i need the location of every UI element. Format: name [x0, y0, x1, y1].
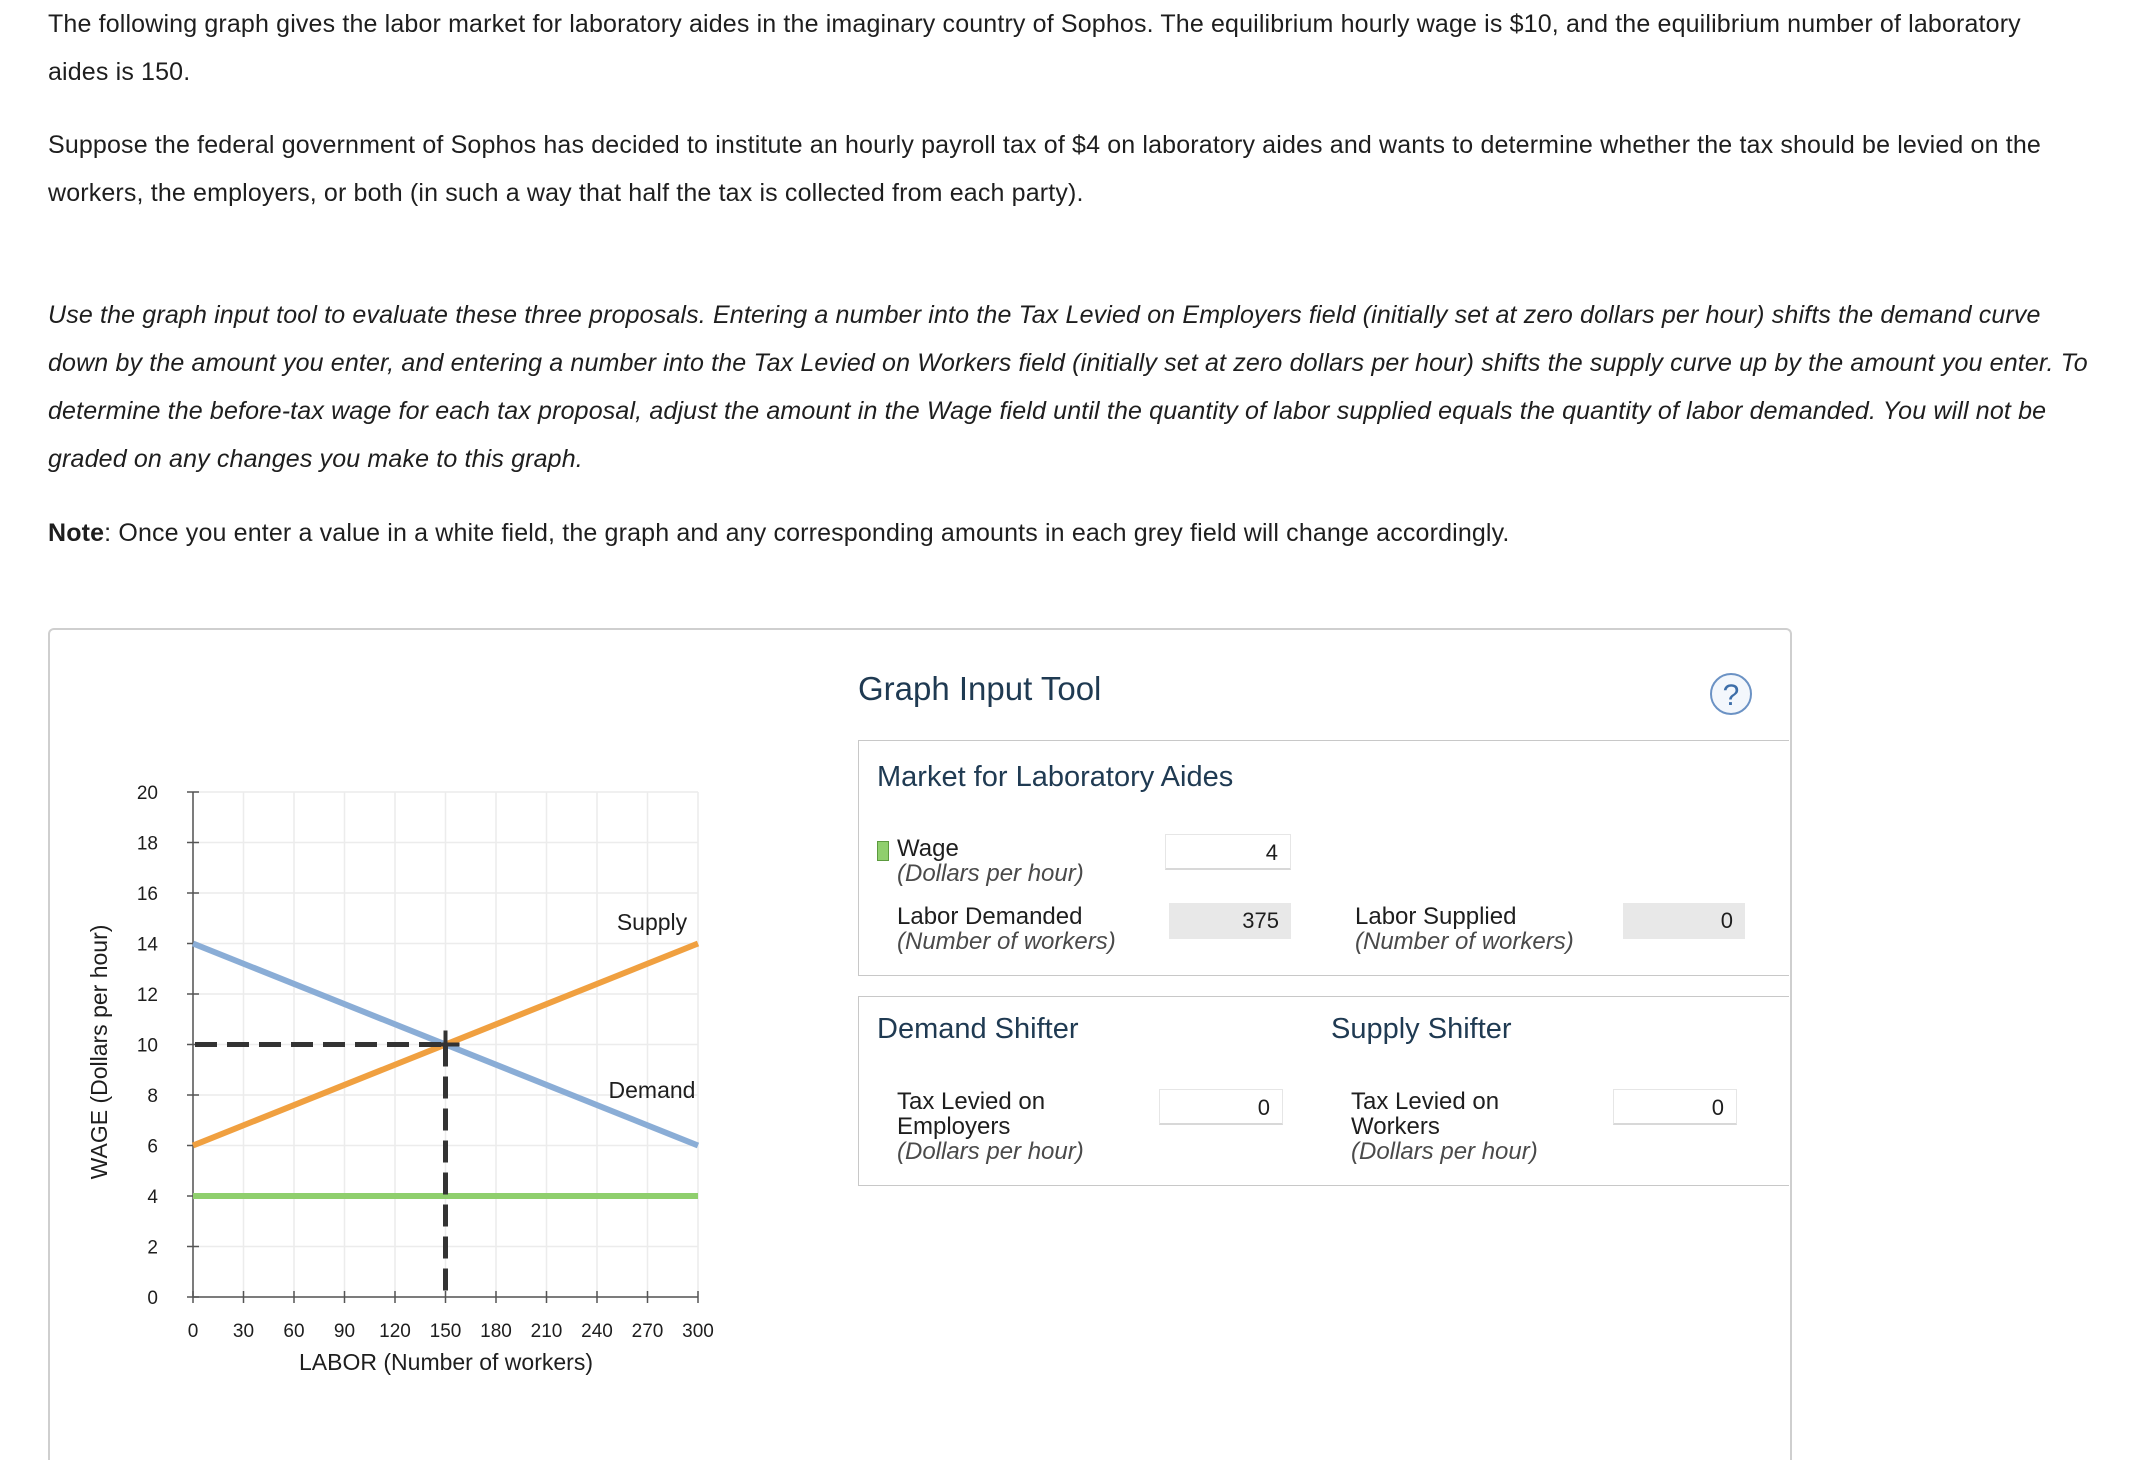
note-text: : Once you enter a value in a white field, the graph and any corresponding amounts in each grey field will change accordingly. [104, 519, 1510, 547]
x-tick-label: 240 [581, 1321, 613, 1342]
x-tick-label: 0 [187, 1321, 199, 1342]
market-title: Market for Laboratory Aides [877, 761, 1234, 793]
x-tick-label: 180 [480, 1321, 512, 1342]
worker-tax-label: Tax Levied on Workers (Dollars per hour) [1351, 1088, 1538, 1165]
y-tick-label: 0 [147, 1288, 158, 1309]
chart-axes [137, 783, 714, 1342]
y-tick-label: 20 [136, 783, 158, 804]
x-tick-label: 210 [530, 1321, 563, 1342]
y-tick-label: 18 [136, 833, 158, 855]
y-tick-label: 6 [147, 1136, 158, 1158]
wage-label: Wage (Dollars per hour) [897, 835, 1084, 887]
worker-tax-input[interactable]: 0 [1613, 1089, 1737, 1125]
x-axis-label: LABOR (Number of workers) [299, 1349, 593, 1375]
y-tick-label: 2 [147, 1237, 158, 1259]
supply-label: Supply [616, 909, 688, 935]
x-tick-label: 150 [429, 1321, 462, 1342]
shifter-section [858, 996, 1789, 1186]
y-axis-label: WAGE (Dollars per hour) [86, 924, 112, 1180]
x-tick-label: 120 [379, 1321, 411, 1342]
x-tick-label: 270 [631, 1321, 664, 1342]
intro-paragraph-1: The following graph gives the labor market for laboratory aides in the imaginary country of Sophos. The equilibrium hourly wage is $10, and the equilibrium number of laboratory aides is 150. [48, 10, 2021, 86]
y-tick-label: 12 [136, 985, 158, 1006]
wage-input[interactable]: 4 [1165, 834, 1291, 870]
labor-demanded-value: 375 [1169, 903, 1291, 939]
x-tick-label: 60 [283, 1321, 305, 1342]
supply-shifter-title: Supply Shifter [1331, 1013, 1512, 1045]
labor-supplied-label: Labor Supplied (Number of workers) [1355, 903, 1574, 955]
help-icon[interactable]: ? [1710, 673, 1752, 715]
x-tick-label: 300 [682, 1321, 714, 1342]
note-label: Note [48, 519, 105, 547]
demand-label: Demand [608, 1077, 696, 1103]
instructions-paragraph: Use the graph input tool to evaluate these three proposals. Entering a number into the Tax Levied on Employers field (initially set at zero dollars per hour) shifts the demand curve down by the amount you enter, and entering a number into the Tax Levied on Workers field (initially set at zero dollars per hour) shifts the supply curve up by the amount you enter. To determine the before-tax wage for each tax proposal, adjust the amount in the Wage field until the quantity of labor supplied equals the quantity of labor demanded. You will not be graded on any changes you make to this graph. [48, 301, 2088, 473]
labor-demanded-label: Labor Demanded (Number of workers) [897, 903, 1116, 955]
intro-paragraph-2: Suppose the federal government of Sophos has decided to institute an hourly payroll tax of $4 on laboratory aides and wants to determine whether the tax should be levied on the workers, the employers, or both (in such a way that half the tax is collected from each party). [48, 131, 2041, 207]
y-tick-label: 14 [136, 934, 158, 956]
demand-shifter-title: Demand Shifter [877, 1013, 1079, 1045]
y-tick-label: 10 [136, 1035, 158, 1057]
employer-tax-label: Tax Levied on Employers (Dollars per hour) [897, 1088, 1084, 1165]
employer-tax-input[interactable]: 0 [1159, 1089, 1283, 1125]
y-tick-label: 8 [147, 1086, 158, 1107]
x-tick-label: 30 [232, 1321, 255, 1342]
y-tick-label: 4 [147, 1187, 158, 1208]
market-section [858, 740, 1789, 976]
graph-input-tool-title: Graph Input Tool [858, 670, 1102, 707]
labor-supplied-value: 0 [1623, 903, 1745, 939]
y-tick-label: 16 [136, 884, 158, 905]
x-tick-label: 90 [333, 1321, 356, 1342]
